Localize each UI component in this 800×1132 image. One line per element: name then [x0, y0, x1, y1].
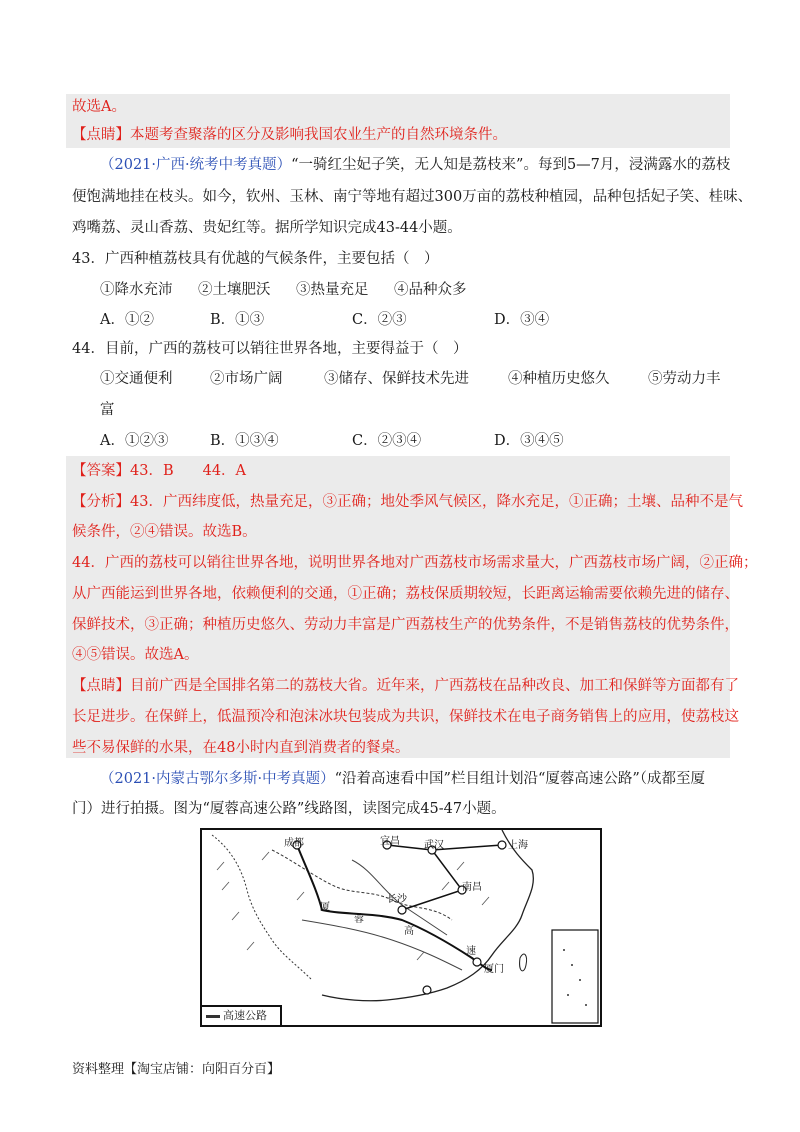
question-43-stem: 43．广西种植荔枝具有优越的气候条件，主要包括（ ）: [72, 251, 439, 267]
map-legend: [202, 1005, 282, 1025]
intro-text: “一骑红尘妃子笑，无人知是荔枝来”。每到5—7月，浸满露水的荔枝: [291, 157, 731, 173]
city-label-chengdu: 成都: [284, 838, 304, 849]
comment-text: 目前广西是全国排名第二的荔枝大省。近年来，广西荔枝在品种改良、加工和保鲜等方面都有了: [130, 678, 739, 694]
comment-tag: 【点睛】: [72, 678, 130, 694]
comment-line: [72, 124, 507, 146]
intro2-line-1: [100, 768, 705, 790]
q44-item-4: ④种植历史悠久: [508, 371, 610, 387]
q43-item-1: ①降水充沛: [100, 282, 173, 298]
route-char-4: 速: [466, 946, 476, 957]
intro2-text: “沿着高速看中国”栏目组计划沿“厦蓉高速公路”（成都至厦: [334, 771, 706, 787]
intro-line-2: 便饱满地挂在枝头。如今，钦州、玉林、南宁等地有超过300万亩的荔枝种植园，品种包括妃子笑、桂味、: [72, 189, 753, 205]
q44-item-1: ①交通便利: [100, 371, 173, 387]
q43-option-b: B．①③: [210, 312, 265, 328]
city-label-wuhan: 武汉: [424, 840, 444, 851]
answer-text: 43．B 44．A: [130, 463, 247, 479]
q43-option-d: D．③④: [494, 312, 550, 328]
shanghai-marker: [498, 841, 506, 849]
analysis-text: 43．广西纬度低，热量充足，③正确；地处季风气候区，降水充足，①正确；土壤、品种不是气: [130, 494, 743, 510]
q43-item-3: ③热量充足: [296, 282, 369, 298]
question-44-stem: 44．目前，广西的荔枝可以销往世界各地，主要得益于（ ）: [72, 341, 468, 357]
q43-item-2: ②土壤肥沃: [198, 282, 271, 298]
xiamen-marker: [473, 958, 481, 966]
city-label-xiamen: 厦门: [484, 964, 504, 975]
map-drawing: [202, 830, 600, 1025]
q44-item-3: ③储存、保鲜技术先进: [324, 371, 469, 387]
analysis-line-2: 候条件，②④错误。故选B。: [72, 524, 257, 540]
comment-line-1: [72, 675, 739, 697]
analysis-line-4: 从广西能运到世界各地，依赖便利的交通，①正确；荔枝保质期较短，长距离运输需要依赖先进的储存、: [72, 586, 739, 602]
q44-item-5: ⑤劳动力丰: [648, 371, 721, 387]
comment-tag: 【点睛】: [72, 127, 130, 143]
q43-option-a: A．①②: [100, 312, 154, 328]
route-char-2: 蓉: [354, 914, 364, 925]
analysis-line-5: 保鲜技术，③正确；种植历史悠久、劳动力丰富是广西荔枝生产的优势条件，不是销售荔枝的优势条件，: [72, 617, 739, 633]
answer-line: 故选A。: [72, 99, 126, 115]
q44-option-d: D．③④⑤: [494, 433, 564, 449]
city-label-yichang: 宜昌: [380, 836, 400, 847]
analysis-line-6: ④⑤错误。故选A。: [72, 647, 199, 663]
comment-text: 本题考查聚落的区分及影响我国农业生产的自然环境条件。: [130, 127, 507, 143]
guangzhou-marker: [423, 986, 431, 994]
analysis-line-3: 44．广西的荔枝可以销往世界各地，说明世界各地对广西荔枝市场需求量大，广西荔枝市场广阔，②正确；: [72, 555, 758, 571]
q44-option-c: C．②③④: [352, 433, 422, 449]
q44-item-2: ②市场广阔: [210, 371, 283, 387]
analysis-tag: 【分析】: [72, 494, 130, 510]
city-label-nanchang: 南昌: [462, 882, 482, 893]
route-char-3: 高: [404, 926, 414, 937]
intro-line-3: 鸡嘴荔、灵山香荔、贵妃红等。据所学知识完成43-44小题。: [72, 220, 462, 236]
page-footer: 资料整理【淘宝店铺：向阳百分百】: [72, 1062, 281, 1077]
changsha-marker: [398, 906, 406, 914]
legend-swatch: [206, 1015, 220, 1018]
question-source: （2021·内蒙古鄂尔多斯·中考真题）: [100, 771, 335, 787]
q44-option-b: B．①③④: [210, 433, 279, 449]
q44-option-a: A．①②③: [100, 433, 169, 449]
route-char-1: 厦: [320, 902, 330, 913]
intro2-line-2: 门）进行拍摄。图为“厦蓉高速公路”线路图，读图完成45-47小题。: [72, 801, 506, 817]
highway-route-map: [200, 828, 602, 1027]
answer-line: [72, 460, 246, 482]
city-label-shanghai: 上海: [508, 840, 528, 851]
comment-line-3: 些不易保鲜的水果，在48小时内直到消费者的餐桌。: [72, 740, 410, 756]
q43-item-4: ④品种众多: [394, 282, 467, 298]
legend-label: 高速公路: [223, 1009, 267, 1022]
intro-line-1: [100, 154, 730, 176]
city-label-changsha: 长沙: [387, 894, 407, 905]
q43-option-c: C．②③: [352, 312, 407, 328]
q44-item-5-wrap: 富: [100, 402, 115, 418]
comment-line-2: 长足进步。在保鲜上，低温预冷和泡沫冰块包装成为共识，保鲜技术在电子商务销售上的应用，使荔枝这: [72, 709, 739, 725]
question-source: （2021·广西·统考中考真题）: [100, 157, 292, 173]
analysis-line-1: [72, 491, 743, 513]
answer-tag: 【答案】: [72, 463, 130, 479]
